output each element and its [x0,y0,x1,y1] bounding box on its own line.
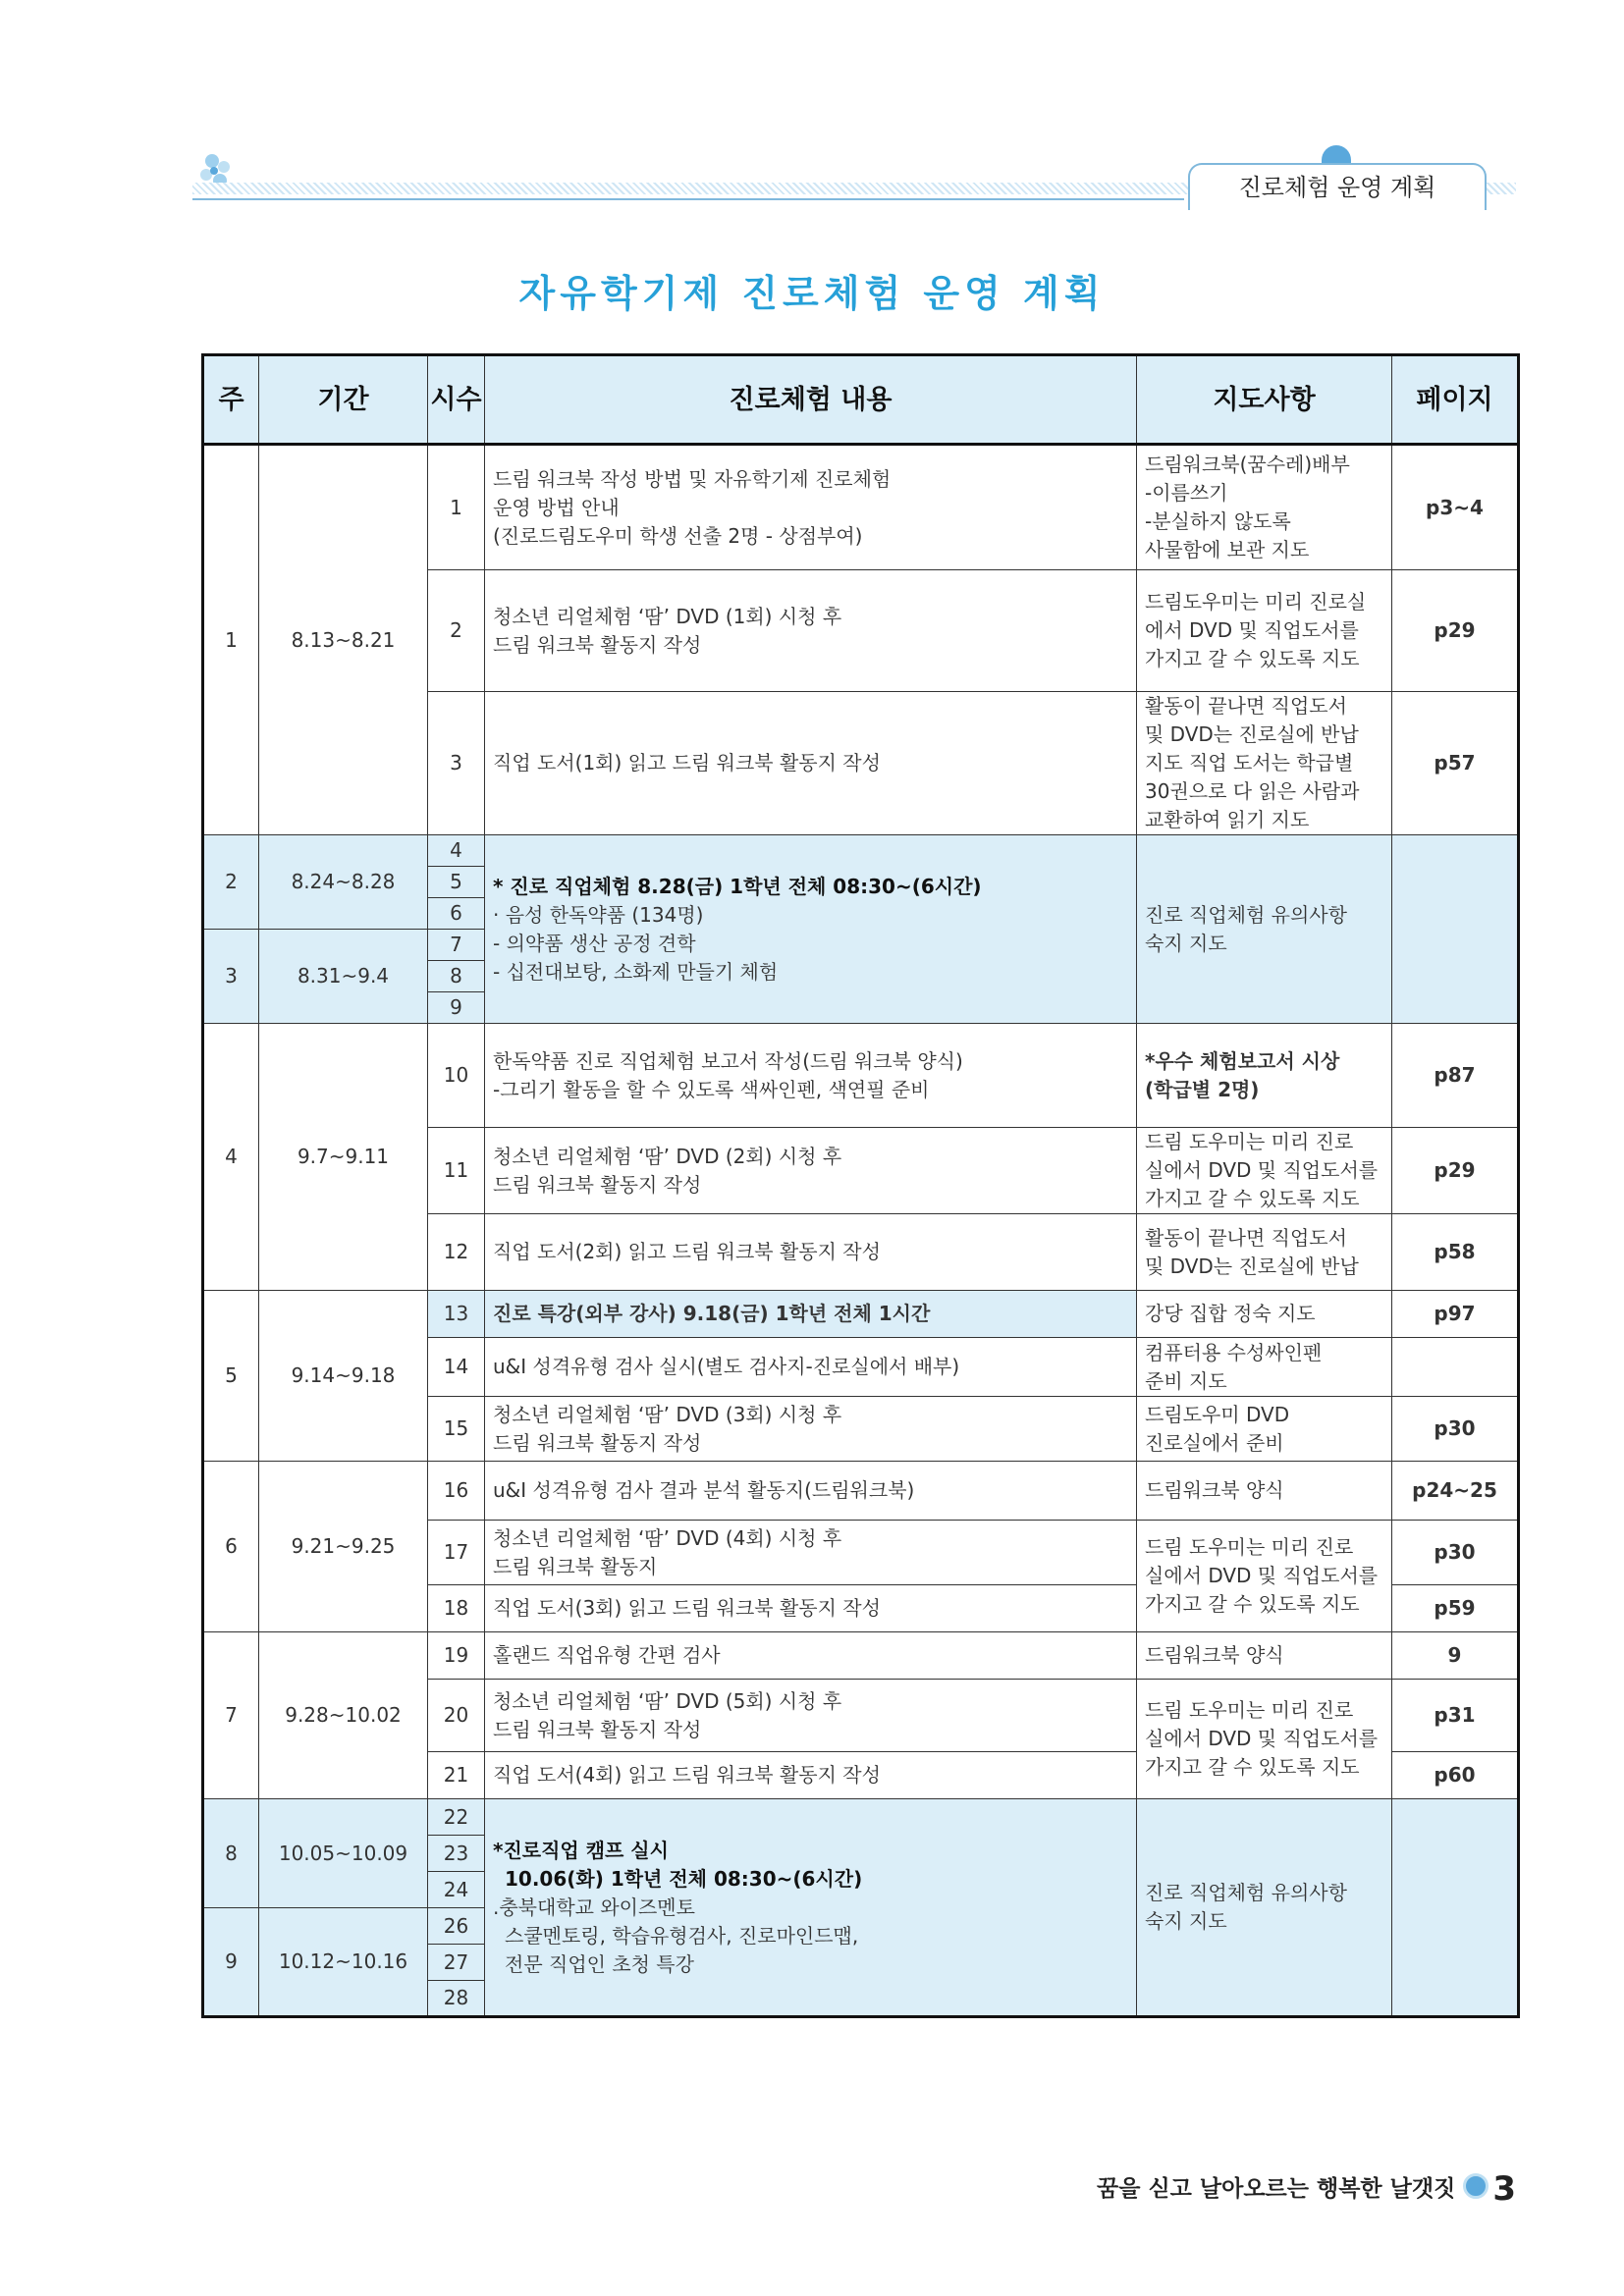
table-row [203,445,1519,570]
page-cell: p97 [1392,1291,1519,1338]
guidance-cell: 진로 직업체험 유의사항 숙지 지도 [1137,835,1392,1024]
period-cell: 9.28~10.02 [259,1632,428,1799]
session-cell: 18 [428,1585,485,1632]
content-cell: * 진로 직업체험 8.28(금) 1학년 전체 08:30~(6시간) · 음성 한독약품 (134명) - 의약품 생산 공정 견학 - 십전대보탕, 소화제 만들기 체험 [485,835,1137,1024]
session-cell: 24 [428,1872,485,1908]
content-cell: u&I 성격유형 검사 결과 분석 활동지(드림워크북) [485,1462,1137,1521]
page-cell: p29 [1392,570,1519,692]
period-cell: 8.24~8.28 [259,835,428,930]
page-cell: p31 [1392,1680,1519,1752]
session-cell: 14 [428,1338,485,1397]
page-cell: p58 [1392,1214,1519,1291]
content-cell: u&I 성격유형 검사 실시(별도 검사지-진로실에서 배부) [485,1338,1137,1397]
session-cell: 5 [428,867,485,898]
table-header-row [203,355,1519,445]
content-cell: 직업 도서(4회) 읽고 드림 워크북 활동지 작성 [485,1752,1137,1799]
week-cell: 3 [203,930,259,1024]
content-cell: 진로 특강(외부 강사) 9.18(금) 1학년 전체 1시간 [485,1291,1137,1338]
content-cell: 홀랜드 직업유형 간편 검사 [485,1632,1137,1680]
page-cell: p57 [1392,692,1519,835]
session-cell: 12 [428,1214,485,1291]
page-cell: p30 [1392,1397,1519,1462]
section-tab-dot [1322,145,1351,163]
table-row [203,835,1519,867]
period-cell: 9.14~9.18 [259,1291,428,1462]
career-plan-table [201,353,1520,2018]
session-cell: 7 [428,930,485,961]
period-cell: 10.05~10.09 [259,1799,428,1908]
section-label: 진로체험 운영 계획 [1188,163,1487,210]
content-cell: 드림 워크북 작성 방법 및 자유학기제 진로체험 운영 방법 안내 (진로드림도우미 학생 선출 2명 - 상점부여) [485,445,1137,570]
guidance-cell: 드림 도우미는 미리 진로 실에서 DVD 및 직업도서를 가지고 갈 수 있도록 지도 [1137,1680,1392,1799]
content-cell: 한독약품 진로 직업체험 보고서 작성(드림 워크북 양식) -그리기 활동을 할 수 있도록 색싸인펜, 색연필 준비 [485,1024,1137,1128]
session-cell: 2 [428,570,485,692]
table-row [203,1462,1519,1521]
page-cell: p30 [1392,1521,1519,1585]
period-cell: 9.21~9.25 [259,1462,428,1632]
week-cell: 2 [203,835,259,930]
guidance-cell: 드림 도우미는 미리 진로 실에서 DVD 및 직업도서를 가지고 갈 수 있도록 지도 [1137,1521,1392,1632]
content-cell: 청소년 리얼체험 ‘땀’ DVD (1회) 시청 후 드림 워크북 활동지 작성 [485,570,1137,692]
session-cell: 17 [428,1521,485,1585]
page-cell: p3~4 [1392,445,1519,570]
page-cell: p24~25 [1392,1462,1519,1521]
page-cell: p29 [1392,1128,1519,1214]
bullet-icon [1463,2173,1489,2199]
session-cell: 8 [428,961,485,992]
page-cell [1392,1799,1519,2017]
session-cell: 13 [428,1291,485,1338]
week-cell: 8 [203,1799,259,1908]
guidance-cell: 활동이 끝나면 직업도서 및 DVD는 진로실에 반납 [1137,1214,1392,1291]
session-cell: 26 [428,1908,485,1945]
header-week: 주 [203,355,259,445]
session-cell: 23 [428,1836,485,1872]
session-cell: 9 [428,992,485,1024]
session-cell: 21 [428,1752,485,1799]
week-cell: 4 [203,1024,259,1291]
period-cell: 10.12~10.16 [259,1908,428,2017]
content-cell: 청소년 리얼체험 ‘땀’ DVD (2회) 시청 후 드림 워크북 활동지 작성 [485,1128,1137,1214]
session-cell: 1 [428,445,485,570]
header-rule [192,198,1184,200]
guidance-cell: 드림워크북 양식 [1137,1632,1392,1680]
session-cell: 4 [428,835,485,867]
guidance-cell: 강당 집합 정숙 지도 [1137,1291,1392,1338]
content-cell: 청소년 리얼체험 ‘땀’ DVD (5회) 시청 후 드림 워크북 활동지 작성 [485,1680,1137,1752]
page-cell: p87 [1392,1024,1519,1128]
page-cell: p59 [1392,1585,1519,1632]
page-number: 3 [1492,2169,1516,2209]
table-row [203,1799,1519,1836]
guidance-cell: 드림워크북 양식 [1137,1462,1392,1521]
week-cell: 9 [203,1908,259,2017]
content-cell: *진로직업 캠프 실시 10.06(화) 1학년 전체 08:30~(6시간) .충북대학교 와이즈멘토 스쿨멘토링, 학습유형검사, 진로마인드맵, 전문 직업인 초청 특강 [485,1799,1137,2017]
content-cell: 청소년 리얼체험 ‘땀’ DVD (3회) 시청 후 드림 워크북 활동지 작성 [485,1397,1137,1462]
header-guidance: 지도사항 [1137,355,1392,445]
session-cell: 15 [428,1397,485,1462]
week-cell: 1 [203,445,259,835]
page-cell: 9 [1392,1632,1519,1680]
table-row [203,1632,1519,1680]
session-cell: 6 [428,898,485,930]
content-cell: 직업 도서(1회) 읽고 드림 워크북 활동지 작성 [485,692,1137,835]
header-session: 시수 [428,355,485,445]
header-period: 기간 [259,355,428,445]
page-cell [1392,835,1519,1024]
guidance-cell: *우수 체험보고서 시상 (학급별 2명) [1137,1024,1392,1128]
table-row [203,1024,1519,1128]
session-cell: 22 [428,1799,485,1836]
guidance-cell: 드림도우미는 미리 진로실 에서 DVD 및 직업도서를 가지고 갈 수 있도록 지도 [1137,570,1392,692]
page-cell [1392,1338,1519,1397]
guidance-cell: 컴퓨터용 수성싸인펜 준비 지도 [1137,1338,1392,1397]
period-cell: 9.7~9.11 [259,1024,428,1291]
session-cell: 16 [428,1462,485,1521]
session-cell: 28 [428,1981,485,2017]
period-cell: 8.13~8.21 [259,445,428,835]
page-footer [1097,2169,1516,2209]
page-cell: p60 [1392,1752,1519,1799]
session-cell: 10 [428,1024,485,1128]
week-cell: 6 [203,1462,259,1632]
guidance-cell: 드림워크북(꿈수레)배부 -이름쓰기 -분실하지 않도록 사물함에 보관 지도 [1137,445,1392,570]
session-cell: 20 [428,1680,485,1752]
guidance-cell: 활동이 끝나면 직업도서 및 DVD는 진로실에 반납 지도 직업 도서는 학급별 30권으로 다 읽은 사람과 교환하여 읽기 지도 [1137,692,1392,835]
session-cell: 19 [428,1632,485,1680]
week-cell: 7 [203,1632,259,1799]
header-page: 페이지 [1392,355,1519,445]
session-cell: 27 [428,1945,485,1981]
table-row [203,1291,1519,1338]
period-cell: 8.31~9.4 [259,930,428,1024]
guidance-cell: 드림 도우미는 미리 진로 실에서 DVD 및 직업도서를 가지고 갈 수 있도록 지도 [1137,1128,1392,1214]
content-cell: 직업 도서(3회) 읽고 드림 워크북 활동지 작성 [485,1585,1137,1632]
page-title: 자유학기제 진로체험 운영 계획 [518,272,1106,315]
header-content: 진로체험 내용 [485,355,1137,445]
content-cell: 직업 도서(2회) 읽고 드림 워크북 활동지 작성 [485,1214,1137,1291]
content-cell: 청소년 리얼체험 ‘땀’ DVD (4회) 시청 후 드림 워크북 활동지 [485,1521,1137,1585]
session-cell: 11 [428,1128,485,1214]
week-cell: 5 [203,1291,259,1462]
session-cell: 3 [428,692,485,835]
guidance-cell: 진로 직업체험 유의사항 숙지 지도 [1137,1799,1392,2017]
footer-slogan: 꿈을 싣고 날아오르는 행복한 날갯짓 [1097,2176,1456,2202]
guidance-cell: 드림도우미 DVD 진로실에서 준비 [1137,1397,1392,1462]
